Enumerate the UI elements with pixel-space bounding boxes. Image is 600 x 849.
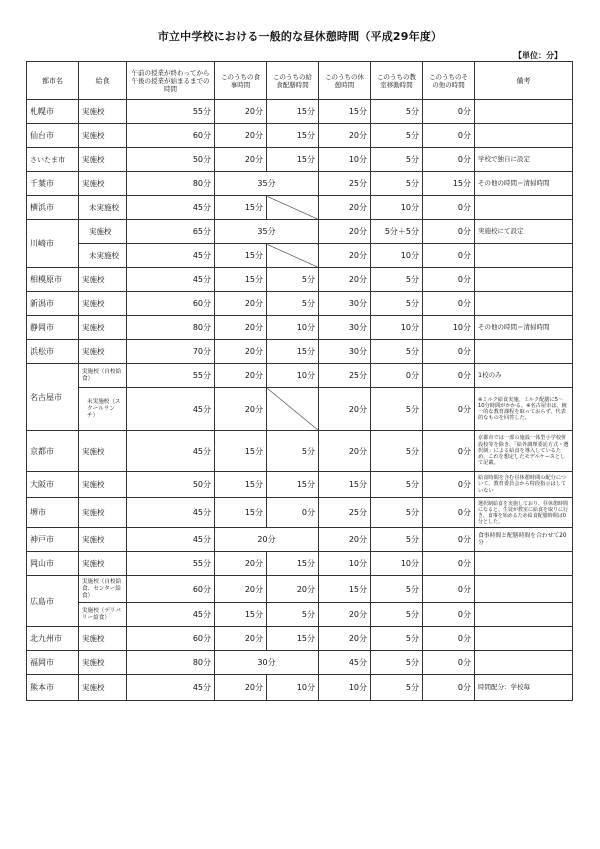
note-cell [475, 576, 573, 603]
other-cell: 0分 [423, 100, 475, 124]
other-cell: 0分 [423, 675, 475, 701]
table-row [27, 172, 573, 196]
note-cell [475, 268, 573, 292]
rest-cell: 20分 [319, 627, 371, 651]
serve-cell: 15分 [267, 552, 319, 576]
table-row [27, 100, 573, 124]
header-row [27, 62, 573, 100]
serve-cell: 5分 [267, 268, 319, 292]
move-cell: 10分 [371, 316, 423, 340]
note-cell: 給食時間を含む昼休憩時間の配分について、教育委員会から特段指示はしていない [475, 472, 573, 498]
serve-cell: 0分 [267, 498, 319, 528]
other-cell: 0分 [423, 244, 475, 268]
table-row [27, 124, 573, 148]
meal-cell: 実施校 [79, 124, 127, 148]
other-cell: 0分 [423, 268, 475, 292]
total-cell: 45分 [127, 528, 215, 552]
rest-cell: 25分 [319, 172, 371, 196]
move-cell: 5分 [371, 528, 423, 552]
city-cell: 福岡市 [27, 651, 79, 675]
move-cell: 5分 [371, 431, 423, 472]
meal-cell: 実施校 [79, 172, 127, 196]
meal-cell: 実施校 [79, 651, 127, 675]
rest-cell: 20分 [319, 268, 371, 292]
move-cell: 5分 [371, 340, 423, 364]
eat-cell: 20分 [215, 627, 267, 651]
move-cell: 10分 [371, 244, 423, 268]
eat-serve-merged-cell: 30分 [215, 651, 319, 675]
eat-cell: 20分 [215, 364, 267, 388]
other-cell: 0分 [423, 498, 475, 528]
total-cell: 55分 [127, 100, 215, 124]
meal-cell: 実施校 [79, 528, 127, 552]
serve-na-cell [267, 244, 319, 268]
table-row [27, 651, 573, 675]
note-cell: ※ミルク給食実施。ミルク配膳に5～10分時間がかかる。※名古屋市は、統一的な教育課程を取っておらず、代表的なものを回答した。 [475, 388, 573, 431]
city-cell: 川崎市 [27, 220, 79, 268]
table-row [27, 148, 573, 172]
meal-cell: 実施校 [79, 316, 127, 340]
eat-cell: 20分 [215, 292, 267, 316]
table-row [27, 498, 573, 528]
note-cell [475, 627, 573, 651]
note-cell: 京都市では一部の施設一体型小学校併設校等を除き、「給外調理委託方式・選択制」による給食を導入しているため、これを想定したモデルケースとして記載。 [475, 431, 573, 472]
rest-cell: 20分 [319, 388, 371, 431]
meal-cell: 実施校 [79, 220, 127, 244]
lunch-break-table [26, 61, 573, 701]
header-meal: 給食 [79, 62, 127, 100]
other-cell: 0分 [423, 528, 475, 552]
meal-cell: 未実施校（スクールランチ） [79, 388, 127, 431]
city-cell: 大阪市 [27, 472, 79, 498]
total-cell: 45分 [127, 388, 215, 431]
serve-cell: 10分 [267, 316, 319, 340]
city-cell: 名古屋市 [27, 364, 79, 431]
move-cell: 5分 [371, 124, 423, 148]
serve-cell: 20分 [267, 576, 319, 603]
move-cell: 5分＋5分 [371, 220, 423, 244]
total-cell: 45分 [127, 431, 215, 472]
eat-cell: 20分 [215, 576, 267, 603]
meal-cell: 実施校 [79, 148, 127, 172]
meal-cell: 未実施校 [79, 196, 127, 220]
rest-cell: 20分 [319, 196, 371, 220]
note-cell [475, 196, 573, 220]
move-cell: 5分 [371, 148, 423, 172]
meal-cell: 実施校 [79, 552, 127, 576]
eat-cell: 15分 [215, 244, 267, 268]
city-cell: 堺市 [27, 498, 79, 528]
city-cell: 新潟市 [27, 292, 79, 316]
note-cell: その他の時間＝清掃時間 [475, 172, 573, 196]
eat-cell: 15分 [215, 268, 267, 292]
city-cell: 浜松市 [27, 340, 79, 364]
eat-serve-merged-cell: 35分 [215, 172, 319, 196]
header-total: 午前の授業が終わってから午後の授業が始まるまでの時間 [127, 62, 215, 100]
move-cell: 5分 [371, 627, 423, 651]
total-cell: 60分 [127, 627, 215, 651]
eat-cell: 15分 [215, 196, 267, 220]
note-cell: 実施校にて設定 [475, 220, 573, 244]
table-row [27, 196, 573, 220]
rest-cell: 30分 [319, 292, 371, 316]
table-row [27, 472, 573, 498]
move-cell: 5分 [371, 172, 423, 196]
serve-cell: 10分 [267, 364, 319, 388]
meal-cell: 実施校 [79, 472, 127, 498]
note-cell [475, 603, 573, 627]
total-cell: 50分 [127, 472, 215, 498]
meal-cell: 実施校 [79, 340, 127, 364]
meal-cell: 実施校 [79, 431, 127, 472]
total-cell: 80分 [127, 316, 215, 340]
move-cell: 5分 [371, 472, 423, 498]
table-row [27, 220, 573, 244]
city-cell: 横浜市 [27, 196, 79, 220]
total-cell: 70分 [127, 340, 215, 364]
move-cell: 5分 [371, 498, 423, 528]
rest-cell: 20分 [319, 528, 371, 552]
meal-cell: 実施校 [79, 292, 127, 316]
eat-serve-merged-cell: 35分 [215, 220, 319, 244]
city-cell: 札幌市 [27, 100, 79, 124]
other-cell: 0分 [423, 576, 475, 603]
city-cell: 神戸市 [27, 528, 79, 552]
unit-label: 【単位：分】 [514, 51, 562, 60]
city-cell: 千葉市 [27, 172, 79, 196]
note-cell [475, 124, 573, 148]
total-cell: 45分 [127, 244, 215, 268]
serve-cell: 5分 [267, 603, 319, 627]
meal-cell: 未実施校 [79, 244, 127, 268]
city-cell: 仙台市 [27, 124, 79, 148]
table-row [27, 603, 573, 627]
other-cell: 15分 [423, 172, 475, 196]
eat-cell: 20分 [215, 124, 267, 148]
other-cell: 0分 [423, 148, 475, 172]
other-cell: 0分 [423, 292, 475, 316]
move-cell: 0分 [371, 364, 423, 388]
meal-cell: 実施校 [79, 100, 127, 124]
move-cell: 5分 [371, 292, 423, 316]
header-note: 備考 [475, 62, 573, 100]
total-cell: 45分 [127, 196, 215, 220]
header-serve: このうちの給食配膳時間 [267, 62, 319, 100]
move-cell: 5分 [371, 268, 423, 292]
total-cell: 60分 [127, 292, 215, 316]
eat-cell: 20分 [215, 552, 267, 576]
note-cell: 学校で独自に設定 [475, 148, 573, 172]
note-cell [475, 340, 573, 364]
total-cell: 80分 [127, 651, 215, 675]
rest-cell: 25分 [319, 498, 371, 528]
rest-cell: 10分 [319, 675, 371, 701]
eat-cell: 15分 [215, 431, 267, 472]
move-cell: 5分 [371, 651, 423, 675]
rest-cell: 30分 [319, 340, 371, 364]
eat-cell: 20分 [215, 388, 267, 431]
city-cell: さいたま市 [27, 148, 79, 172]
serve-cell: 15分 [267, 124, 319, 148]
total-cell: 80分 [127, 172, 215, 196]
header-move: このうちの教室移動時間 [371, 62, 423, 100]
table-row [27, 675, 573, 701]
move-cell: 10分 [371, 196, 423, 220]
total-cell: 45分 [127, 603, 215, 627]
table-row [27, 364, 573, 388]
city-cell: 京都市 [27, 431, 79, 472]
other-cell: 0分 [423, 340, 475, 364]
total-cell: 50分 [127, 148, 215, 172]
rest-cell: 45分 [319, 651, 371, 675]
move-cell: 5分 [371, 675, 423, 701]
header-city: 都市名 [27, 62, 79, 100]
meal-cell: 実施校（自校給食、センター給食） [79, 576, 127, 603]
note-cell: 食事時間と配膳時間を合わせて20分 [475, 528, 573, 552]
move-cell: 5分 [371, 576, 423, 603]
table-row [27, 268, 573, 292]
note-cell [475, 292, 573, 316]
header-other: このうちのその他の時間 [423, 62, 475, 100]
rest-cell: 25分 [319, 364, 371, 388]
other-cell: 0分 [423, 627, 475, 651]
serve-cell: 15分 [267, 148, 319, 172]
city-cell: 相模原市 [27, 268, 79, 292]
serve-na-cell [267, 388, 319, 431]
note-cell [475, 552, 573, 576]
note-cell [475, 651, 573, 675]
rest-cell: 20分 [319, 244, 371, 268]
city-cell: 熊本市 [27, 675, 79, 701]
other-cell: 0分 [423, 431, 475, 472]
serve-cell: 5分 [267, 292, 319, 316]
table-row [27, 576, 573, 603]
table-row [27, 431, 573, 472]
total-cell: 45分 [127, 268, 215, 292]
meal-cell: 実施校（自校給食） [79, 364, 127, 388]
table-row [27, 627, 573, 651]
rest-cell: 10分 [319, 552, 371, 576]
rest-cell: 20分 [319, 603, 371, 627]
table-row [27, 244, 573, 268]
eat-cell: 15分 [215, 603, 267, 627]
serve-cell: 10分 [267, 675, 319, 701]
city-cell: 広島市 [27, 576, 79, 627]
rest-cell: 15分 [319, 100, 371, 124]
note-cell: 選択制給食を実施しており、昼休憩時間になると、生徒が教室に給食を取りに行き、食事を始めるため給食配膳時間は0分とした。 [475, 498, 573, 528]
eat-cell: 15分 [215, 472, 267, 498]
meal-cell: 実施校（デリバリー給食） [79, 603, 127, 627]
other-cell: 10分 [423, 316, 475, 340]
serve-cell: 15分 [267, 472, 319, 498]
table-row [27, 388, 573, 431]
meal-cell: 実施校 [79, 498, 127, 528]
city-cell: 岡山市 [27, 552, 79, 576]
note-cell: その他の時間＝清掃時間 [475, 316, 573, 340]
note-cell: 時間配分：学校毎 [475, 675, 573, 701]
note-cell [475, 100, 573, 124]
eat-cell: 20分 [215, 148, 267, 172]
header-eat: このうちの食事時間 [215, 62, 267, 100]
other-cell: 0分 [423, 196, 475, 220]
rest-cell: 30分 [319, 316, 371, 340]
rest-cell: 15分 [319, 472, 371, 498]
rest-cell: 20分 [319, 220, 371, 244]
city-cell: 静岡市 [27, 316, 79, 340]
other-cell: 0分 [423, 651, 475, 675]
serve-cell: 5分 [267, 431, 319, 472]
move-cell: 5分 [371, 388, 423, 431]
move-cell: 5分 [371, 603, 423, 627]
note-cell [475, 244, 573, 268]
other-cell: 0分 [423, 472, 475, 498]
total-cell: 45分 [127, 675, 215, 701]
note-cell: 1校のみ [475, 364, 573, 388]
meal-cell: 実施校 [79, 675, 127, 701]
total-cell: 55分 [127, 552, 215, 576]
table-row [27, 528, 573, 552]
serve-na-cell [267, 196, 319, 220]
serve-cell: 15分 [267, 340, 319, 364]
table-row [27, 316, 573, 340]
rest-cell: 15分 [319, 576, 371, 603]
serve-cell: 15分 [267, 627, 319, 651]
other-cell: 0分 [423, 388, 475, 431]
document-title: 市立中学校における一般的な昼休憩時間（平成29年度） [157, 30, 443, 43]
eat-cell: 20分 [215, 340, 267, 364]
total-cell: 55分 [127, 364, 215, 388]
total-cell: 60分 [127, 576, 215, 603]
other-cell: 0分 [423, 552, 475, 576]
table-row [27, 340, 573, 364]
move-cell: 5分 [371, 100, 423, 124]
other-cell: 0分 [423, 603, 475, 627]
other-cell: 0分 [423, 124, 475, 148]
total-cell: 65分 [127, 220, 215, 244]
meal-cell: 実施校 [79, 627, 127, 651]
table-row [27, 292, 573, 316]
move-cell: 10分 [371, 552, 423, 576]
eat-serve-merged-cell: 20分 [215, 528, 319, 552]
eat-cell: 15分 [215, 498, 267, 528]
other-cell: 0分 [423, 220, 475, 244]
eat-cell: 20分 [215, 100, 267, 124]
eat-cell: 20分 [215, 316, 267, 340]
table-row [27, 552, 573, 576]
rest-cell: 20分 [319, 431, 371, 472]
serve-cell: 15分 [267, 100, 319, 124]
total-cell: 45分 [127, 498, 215, 528]
rest-cell: 20分 [319, 124, 371, 148]
other-cell: 0分 [423, 364, 475, 388]
total-cell: 60分 [127, 124, 215, 148]
meal-cell: 実施校 [79, 268, 127, 292]
eat-cell: 20分 [215, 675, 267, 701]
header-rest: このうちの休憩時間 [319, 62, 371, 100]
city-cell: 北九州市 [27, 627, 79, 651]
rest-cell: 10分 [319, 148, 371, 172]
